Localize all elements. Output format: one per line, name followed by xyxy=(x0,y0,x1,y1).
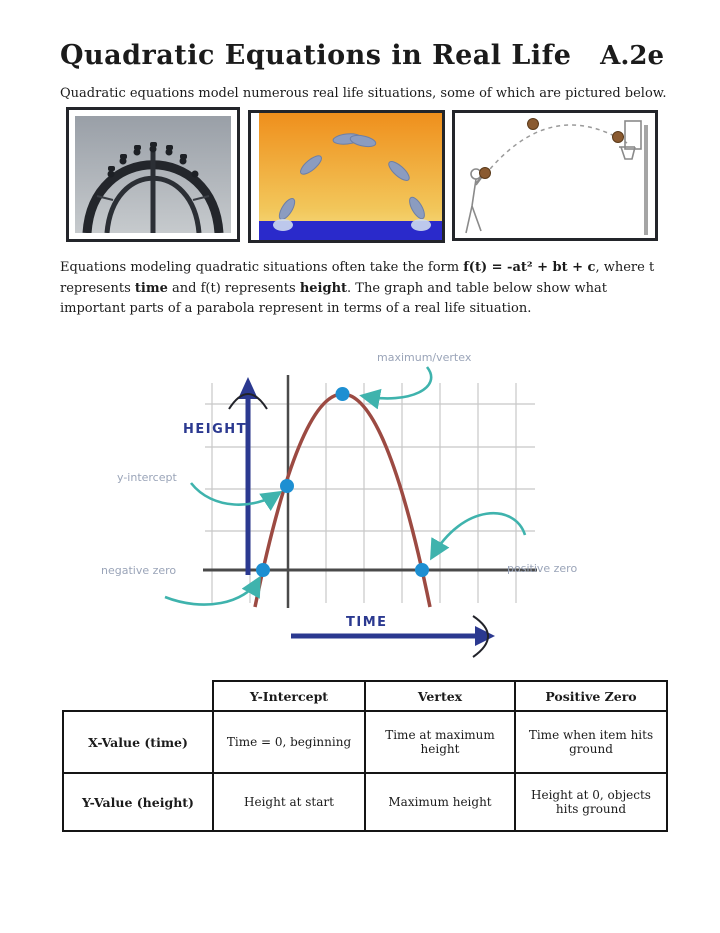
positive-zero-point xyxy=(415,563,429,577)
cell-y-positive-zero: Height at 0, objects hits ground xyxy=(515,773,667,831)
roller-coaster-drawing xyxy=(75,116,231,233)
table-header-positive-zero: Positive Zero xyxy=(515,681,667,711)
cell-x-vertex: Time at maximum height xyxy=(365,711,515,773)
intro-text-2: , where t represents xyxy=(60,260,655,296)
row-label-x-value: X-Value (time) xyxy=(63,711,213,773)
table-header-y-intercept: Y-Intercept xyxy=(213,681,365,711)
basketball-shot-diagram xyxy=(452,110,658,241)
cell-y-vertex: Maximum height xyxy=(365,773,515,831)
cell-y-y-intercept: Height at start xyxy=(213,773,365,831)
cell-x-positive-zero: Time when item hits ground xyxy=(515,711,667,773)
cell-x-y-intercept: Time = 0, beginning xyxy=(213,711,365,773)
y-intercept-callout-arrow xyxy=(191,483,279,505)
vertex-callout-arrow xyxy=(363,367,431,398)
negative-zero-label: negative zero xyxy=(101,564,177,577)
time-axis-arrow xyxy=(291,616,495,657)
parabola-graph xyxy=(95,345,640,660)
intro-paragraph xyxy=(60,258,656,320)
table-row xyxy=(63,773,667,831)
time-axis-label: TIME xyxy=(346,615,388,630)
vertex-label: maximum/vertex xyxy=(377,351,472,364)
intro-keyword-height: height xyxy=(299,280,348,296)
intro-text-4: . The graph and table below show what important parts of a parabola represent in terms of a real life situation. xyxy=(60,280,608,316)
negative-zero-point xyxy=(256,563,270,577)
basketball-drawing xyxy=(455,113,655,238)
intro-formula: f(t) = -at² + bt + c xyxy=(463,260,596,275)
dolphins-jumping-photo xyxy=(248,110,445,243)
parabola-curve xyxy=(255,394,430,607)
positive-zero-label: positive zero xyxy=(507,562,578,575)
subtitle-text: Quadratic equations model numerous real life situations, some of which are pictured below. xyxy=(60,86,667,101)
y-intercept-label: y-intercept xyxy=(117,471,177,484)
table-row xyxy=(63,711,667,773)
height-axis-arrow xyxy=(229,377,267,575)
y-intercept-point xyxy=(280,479,294,493)
table-header-vertex: Vertex xyxy=(365,681,515,711)
table-corner-cell xyxy=(63,681,213,711)
standard-code: A.2e xyxy=(600,41,664,71)
row-label-y-value: Y-Value (height) xyxy=(63,773,213,831)
vertex-point xyxy=(336,387,350,401)
intro-text-3: and f(t) represents xyxy=(167,280,300,296)
height-axis-label: HEIGHT xyxy=(183,422,248,437)
parabola-summary-table xyxy=(62,680,668,832)
dolphins-drawing xyxy=(259,113,442,240)
intro-keyword-time: time xyxy=(134,280,168,296)
title-row xyxy=(60,40,664,71)
intro-text-1: Equations modeling quadratic situations often take the form xyxy=(60,260,464,275)
roller-coaster-photo xyxy=(66,107,240,242)
page-title: Quadratic Equations in Real Life xyxy=(60,40,572,71)
